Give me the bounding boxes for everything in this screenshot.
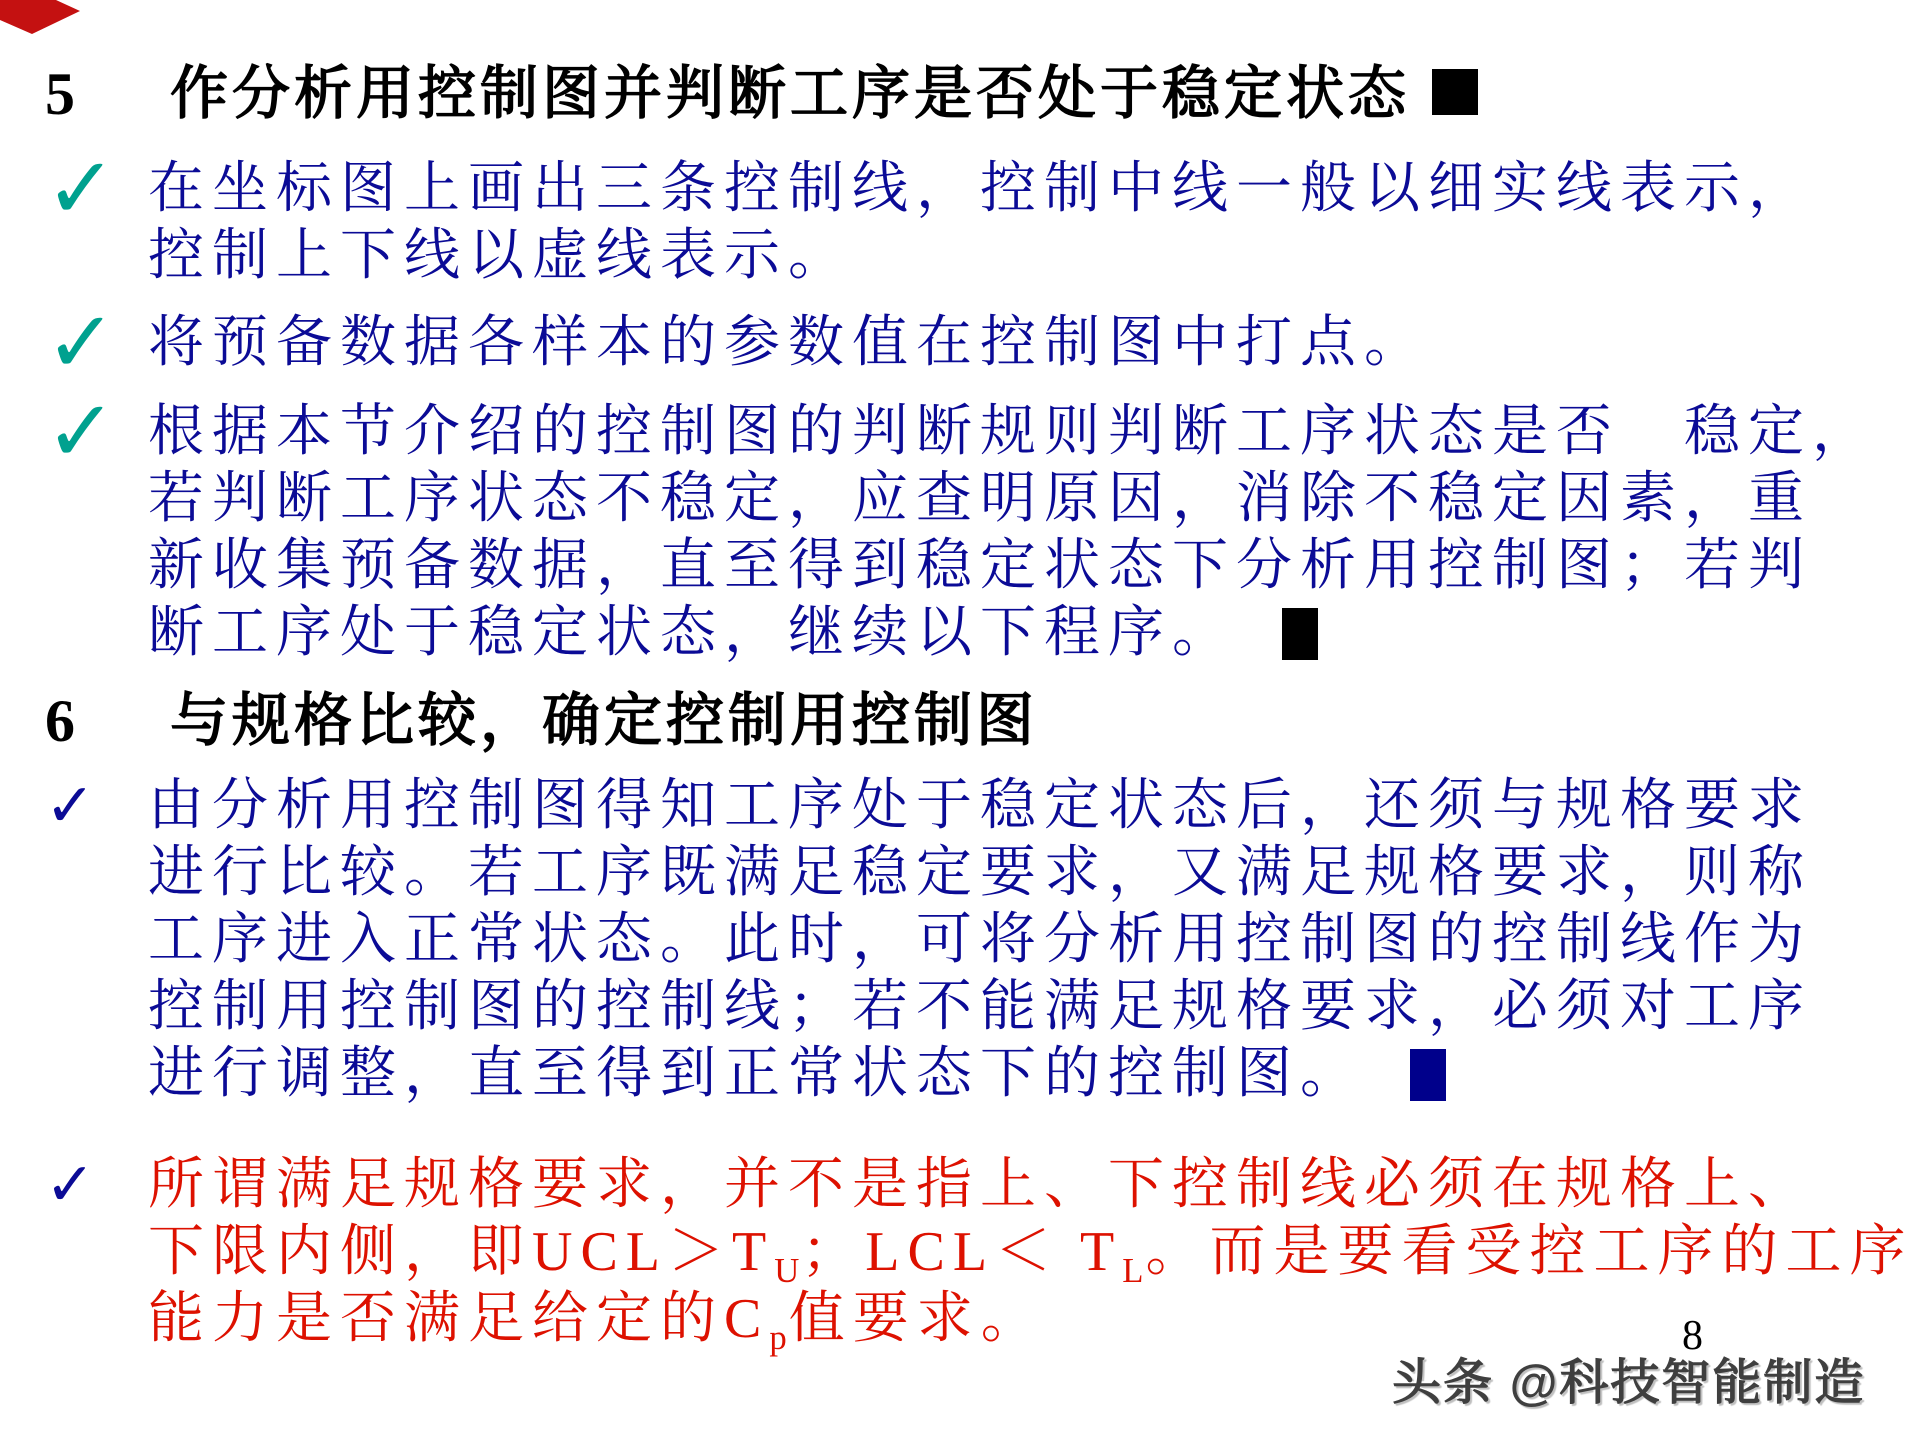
check-icon: ✓	[45, 771, 96, 841]
subscript: U	[774, 1251, 802, 1291]
text-line: 在坐标图上画出三条控制线，控制中线一般以细实线表示，	[148, 158, 1812, 220]
heading-5	[45, 58, 1890, 130]
bullet-2-text	[148, 310, 1428, 377]
bullet-item-4	[45, 773, 1890, 1108]
text-line: 所谓满足规格要求，并不是指上、下控制线必须在规格上、	[148, 1154, 1812, 1216]
check-icon: ✓	[45, 139, 118, 239]
corner-decoration-icon	[0, 0, 82, 36]
text-line: 工序进入正常状态。此时，可将分析用控制图的控制线作为	[148, 909, 1812, 971]
slide-content	[45, 58, 1914, 1358]
check-icon: ✓	[45, 382, 118, 482]
black-square-icon	[1432, 69, 1478, 115]
page-number: 8	[1682, 1313, 1703, 1359]
heading-5-title	[170, 58, 1478, 130]
text-segment: ；LCL＜ T	[801, 1221, 1123, 1283]
subscript: L	[1122, 1251, 1146, 1291]
bullet-1-text	[148, 156, 1812, 290]
bullet-3-text	[148, 399, 1876, 667]
text-line: 进行比较。若工序既满足稳定要求，又满足规格要求，则称	[148, 842, 1812, 904]
black-bar-icon	[1282, 608, 1318, 660]
text-line-text: 断工序处于稳定状态，继续以下程序。	[148, 602, 1236, 664]
text-line	[148, 1219, 1914, 1291]
text-segment: 值要求。	[788, 1288, 1045, 1350]
text-segment: 。而是要看受控工序的工序	[1145, 1221, 1914, 1283]
subscript: p	[769, 1318, 789, 1358]
text-line: 将预备数据各样本的参数值在控制图中打点。	[148, 312, 1428, 374]
heading-6	[45, 685, 1890, 757]
text-line	[148, 1041, 1812, 1108]
heading-5-number: 5	[45, 61, 75, 127]
bullet-item-2	[45, 293, 1890, 393]
bullet-5-text	[148, 1152, 1914, 1358]
bullet-4-text	[148, 773, 1812, 1108]
text-line: 新收集预备数据，直至得到稳定状态下分析用控制图；若判	[148, 535, 1812, 597]
text-segment: 下限内侧，即UCL＞T	[148, 1221, 775, 1283]
heading-6-number: 6	[45, 688, 75, 754]
text-line: 控制上下线以虚线表示。	[148, 225, 852, 287]
text-line	[148, 600, 1876, 667]
text-segment: 能力是否满足给定的C	[148, 1288, 770, 1350]
text-line	[148, 1286, 1913, 1358]
bullet-item-1	[45, 139, 1890, 290]
heading-5-title-text: 作分析用控制图并判断工序是否处于稳定状态	[170, 61, 1411, 126]
text-line-text: 进行调整，直至得到正常状态下的控制图。	[148, 1043, 1364, 1105]
text-line: 由分析用控制图得知工序处于稳定状态后，还须与规格要求	[148, 775, 1812, 837]
check-icon: ✓	[45, 1150, 96, 1220]
navy-bar-icon	[1410, 1049, 1446, 1101]
text-line: 若判断工序状态不稳定，应查明原因，消除不稳定因素，重	[148, 468, 1812, 530]
text-line: 根据本节介绍的控制图的判断规则判断工序状态是否 稳定，	[148, 401, 1876, 463]
bullet-item-5	[45, 1150, 1914, 1358]
watermark: 头条 @科技智能制造	[1392, 1356, 1866, 1410]
check-icon: ✓	[45, 293, 118, 393]
heading-6-title: 与规格比较，确定控制用控制图	[170, 688, 1039, 753]
bullet-item-3	[45, 382, 1890, 667]
text-line: 控制用控制图的控制线；若不能满足规格要求，必须对工序	[148, 976, 1812, 1038]
